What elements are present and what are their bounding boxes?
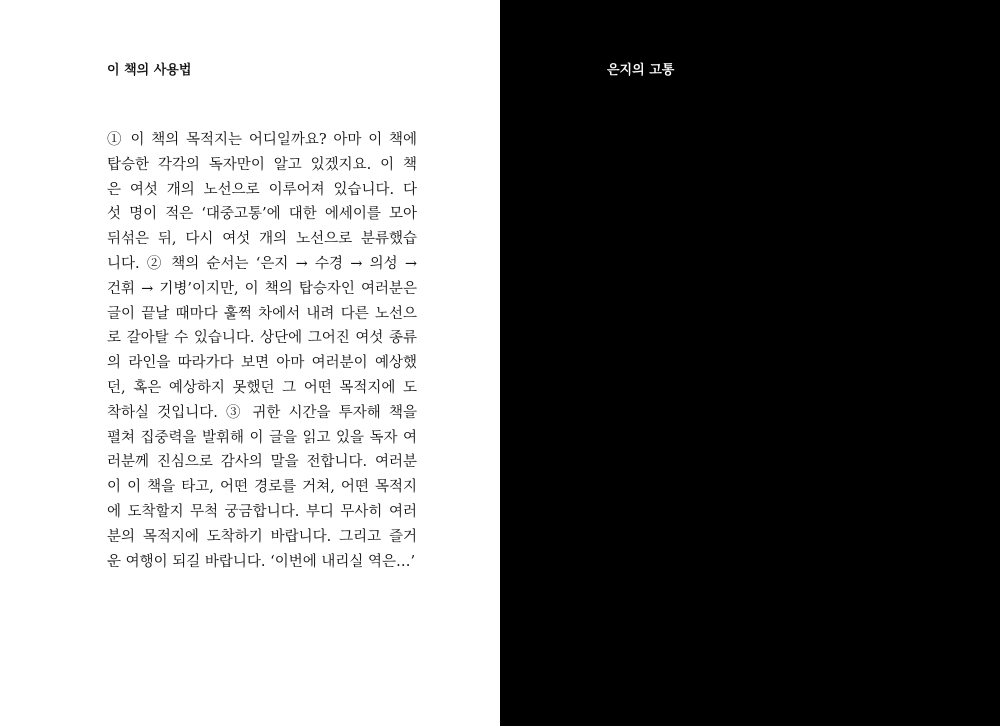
body-line: 로 갈아탈 수 있습니다. 상단에 그어진 여섯 종류 <box>107 330 417 347</box>
body-line: 은 여섯 개의 노선으로 이루어져 있습니다. 다 <box>107 181 417 198</box>
body-line: 운 여행이 되길 바랍니다. ‘이번에 내리실 역은…’ <box>107 553 416 570</box>
body-line: 탑승한 각각의 독자만이 알고 있겠지요. 이 책 <box>107 156 417 173</box>
running-head-left: 이 책의 사용법 <box>107 63 192 78</box>
body-line: 의 라인을 따라가다 보면 아마 여러분이 예상했 <box>107 355 417 372</box>
running-head-right: 은지의 고통 <box>607 63 675 78</box>
body-line: 분의 목적지에 도착하기 바랍니다. 그리고 즐거 <box>107 528 417 545</box>
body-line: 섯 명이 적은 ‘대중고통’에 대한 에세이를 모아 <box>107 206 417 223</box>
body-line: 글이 끝날 때마다 훌쩍 차에서 내려 다른 노선으 <box>107 305 417 322</box>
body-line: 착하실 것입니다. ③ 귀한 시간을 투자해 책을 <box>107 404 417 421</box>
body-line: 니다. ② 책의 순서는 ‘은지 → 수경 → 의성 → <box>107 255 417 272</box>
body-line: 러분께 진심으로 감사의 말을 전합니다. 여러분 <box>107 454 417 471</box>
body-line: 이 이 책을 타고, 어떤 경로를 거쳐, 어떤 목적지 <box>107 479 417 496</box>
body-line: 펼쳐 집중력을 발휘해 이 글을 읽고 있을 독자 여 <box>107 429 417 446</box>
body-line: 던, 혹은 예상하지 못했던 그 어떤 목적지에 도 <box>107 379 417 396</box>
right-page <box>500 0 1000 726</box>
body-line: 뒤섞은 뒤, 다시 여섯 개의 노선으로 분류했습 <box>107 231 417 248</box>
body-line: ① 이 책의 목적지는 어디일까요? 아마 이 책에 <box>107 132 417 148</box>
body-line: 건휘 → 기병’이지만, 이 책의 탑승자인 여러분은 <box>107 280 417 297</box>
body-line: 에 도착할지 무척 궁금합니다. 부디 무사히 여러 <box>107 503 417 520</box>
body-text <box>107 128 417 574</box>
